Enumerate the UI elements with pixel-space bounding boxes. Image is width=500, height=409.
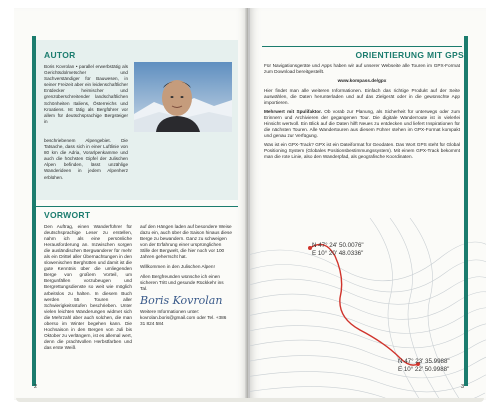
- gps-paragraph-body: Ob vorab zur Planung, als Sicherheit für unterwegs oder zum Erinnern und Archivieren der gegangenen Tour. Die digitale Wanderroute ist in vielerlei Hinsicht wertvoll. Ein Blick auf die Daten hilft Neues zu entdecken und liefert Inspirationen für die nächsten Touren. Alle Wandertouren aus diesem Führer stehen im GPX-Format kompakt und genau zur Verfügung.: [264, 108, 460, 139]
- gpx-url: www.kompass.de/gpx: [337, 78, 387, 84]
- contact-info: Weitere Informationen unter: kovrolan.boris@gmail.com oder Tel. +386 31 824 584: [140, 308, 227, 326]
- author-signature: Boris Kovrolan: [140, 294, 223, 308]
- gps-paragraph: Hier findet man alle weiteren Informationen. Einfach das richtige Produkt auf der Seite auswählen, die Daten herunterladen und auf das Zielgerät oder in die gewünschte App importieren.: [264, 87, 460, 105]
- author-photo-image: [134, 62, 232, 132]
- contour-lines: [250, 218, 486, 400]
- coordinate-north-1: N 47° 24' 50.0076": [312, 242, 364, 249]
- foreword-paragraph: Allen Bergfreunden wünsche ich einen sicheren Tritt und gesunde Rückkehr ins Tal.: [140, 274, 224, 292]
- gps-paragraph: Für Navigationsgeräte und Apps haben wir auf unserer Webseite alle Touren im GPX-Format zum Download bereitgestellt.: [264, 63, 460, 75]
- gpx-track-line: [310, 244, 418, 365]
- page-edges: [16, 398, 484, 402]
- coordinate-east-2: E 10° 22' 50.9988": [398, 366, 450, 373]
- foreword-paragraph: auf den Hängen laden auf besondere Weise dazu ein, auch über die Saison hinaus diese Berge zu bewandern. Ganz zu schweigen von der Erfahrung einer ursprünglichen Stille der Bergwelt, die hier noch vor 100 Jahren geherrscht hat.: [140, 224, 232, 260]
- page-number: 3: [460, 384, 464, 390]
- foreword-heading: VORWORT: [44, 210, 91, 220]
- left-page: [14, 8, 248, 400]
- author-heading: AUTOR: [44, 50, 76, 60]
- gps-paragraph-lead: Mehrwert mit Spulifaktor.: [264, 108, 322, 114]
- topographic-map: [250, 218, 486, 400]
- gps-text: [264, 63, 460, 164]
- section-divider: [36, 206, 238, 207]
- gps-paragraph: [264, 109, 460, 139]
- coordinate-north-2: N 47° 23' 35.9988": [398, 358, 450, 365]
- foreword-column-1: Den Auftrag, einen Wanderführer für deutschsprachige Leser zu erstellen, nahm ich als eine persönliche Herausforderung an. Inzwischen sorgen die ausländischen Bergwanderer für mehr als ein Drittel aller Übernachtungen in den slowenischen Berghütten und damit ist die gute Kenntnis über die umliegenden Berge von großem Vorteil, um Bergunfällen vorzubeugen und Bergrettungsdienste so weit wie möglich arbeitslos zu halten. In diesem Buch werden 55 Touren aller Schwierigkeitsstufen beschrieben. Unter vielen leichten Wanderungen widmet sich die Mehrzahl aber auch solchen, die man oberso im Winter begehen kann. Die Hochsaison in den Bergen von Juli bis Oktober zu verlängern, ist es allemal wert, denn die prachtvollen Herbstfarben und das erste Weiß: [44, 224, 132, 350]
- author-photo: [134, 62, 232, 132]
- coordinate-east-1: E 10° 20' 48.0336": [312, 250, 364, 257]
- right-page: [250, 8, 486, 400]
- section-divider: [262, 46, 462, 47]
- page-number: 2: [34, 384, 38, 390]
- foreword-paragraph: Willkommen in den Julischen Alpen!: [140, 264, 215, 270]
- gps-heading: ORIENTIERUNG MIT GPS: [355, 50, 464, 60]
- author-bio-continued: beschriebenem Alpengebiet. Die Tatsache, dass sich in einer Luftlinie von 80 km die Adria, Vorarlpenkamme und auch die höchsten Gipfel der Julischen Alpen befinden, lässt unzählige Wanderideen in jedem Alpenherz erblühen.: [44, 138, 128, 180]
- author-bio: Boris Kovrolan • parallel erwerbstätig als Gerichtsdolmetscher und Sachverständiger für Bauwesen, in seiner Freizeit aber ein leidenschaftlicher Entdecker heimischer und grenzüberschreitender landschaftlichen Schönheiten Italiens, Österreichs und Kroatiens. Ist tätig als Bergführer vor allem für deutschsprachige Bergsteiger in: [44, 64, 128, 124]
- open-book: [14, 8, 486, 402]
- gps-paragraph: Was ist ein GPX-Track? GPX ist ein Dateiformat für Geodaten. Das Wort GPS steht für Global Positioning System (Globales Positionsbestimmungssystem). Mit einem GPX-Track bekommt man die rote Linie, also den Wanderpfad, als geografische Koordinaten.: [264, 142, 460, 160]
- accent-bar: [464, 36, 468, 386]
- foreword-column-2: [140, 224, 232, 327]
